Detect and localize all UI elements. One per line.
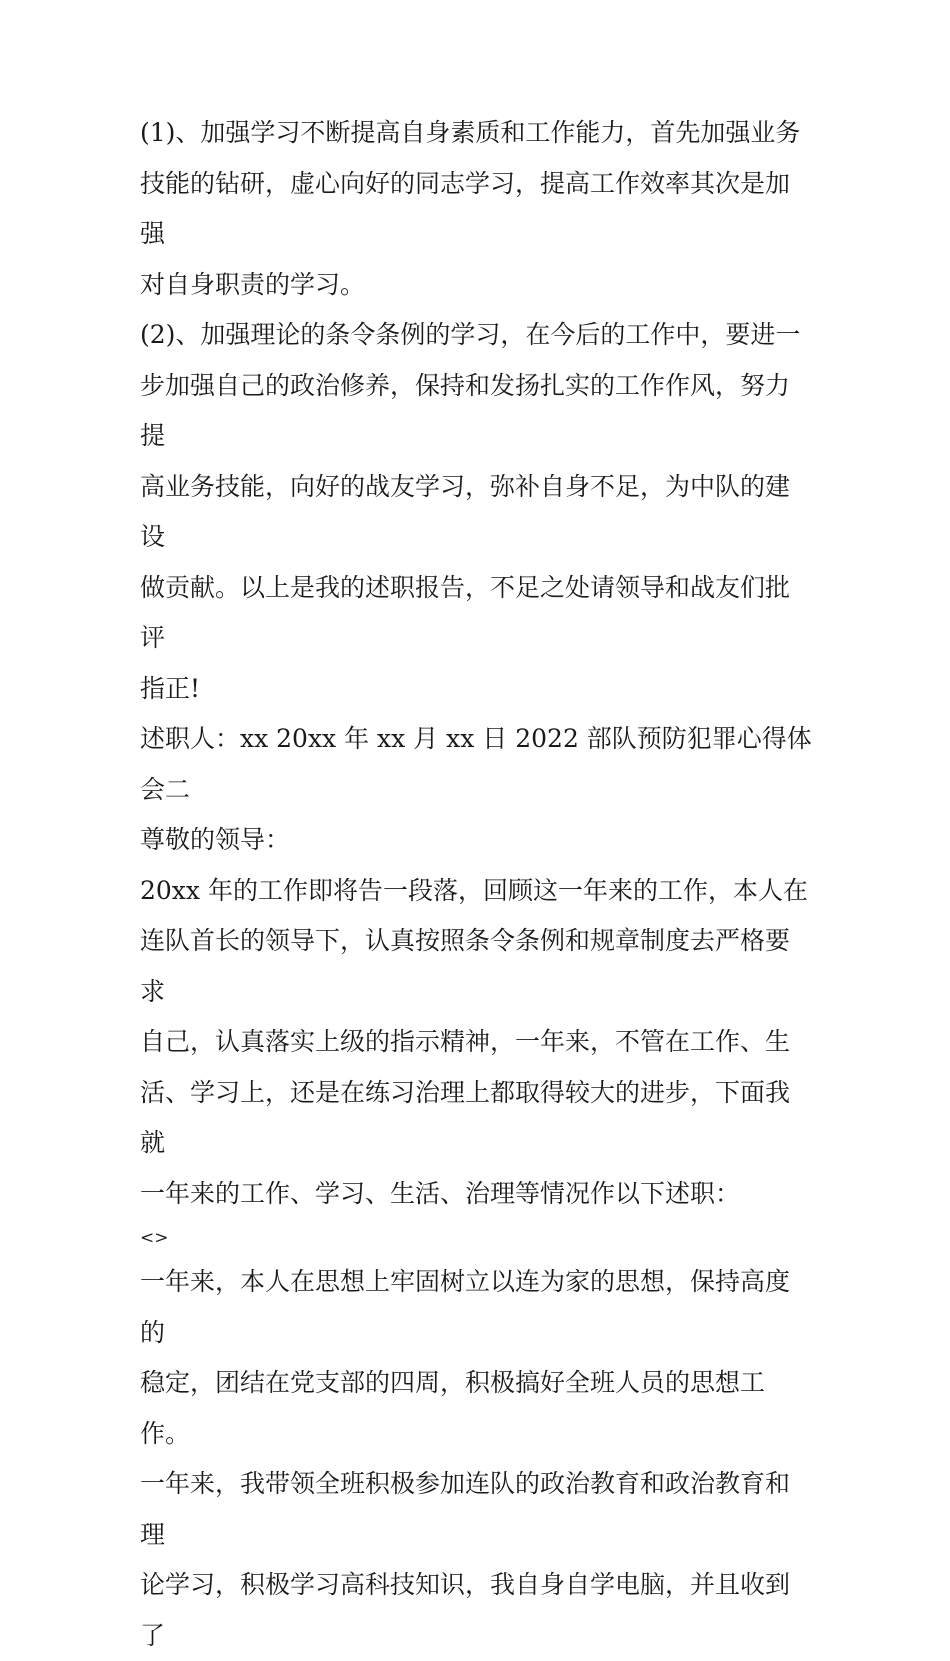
paragraph-signature: 述职人：xx 20xx 年 xx 月 xx 日 2022 部队预防犯罪心得体会二 尊敬的领导：	[140, 724, 812, 854]
paragraph-item-1: (1)、加强学习不断提高自身素质和工作能力，首先加强业务 技能的钻研，虚心向好的同志学习，提高工作效率其次是加强 对自身职责的学习。	[140, 118, 801, 299]
paragraph-placeholder: <>	[140, 1228, 169, 1248]
paragraph-thought: 一年来，本人在思想上牢固树立以连为家的思想，保持高度的 稳定，团结在党支部的四周，积极搞好全班人员的思想工作。 一年来，我带领全班积极参加连队的政治教育和政治教育和理 论学习，积极学习高科技知识，我自身自学电脑，并且收到了	[140, 1267, 791, 1650]
paragraph-intro: 20xx 年的工作即将告一段落，回顾这一年来的工作，本人在 连队首长的领导下，认真按照条令条例和规章制度去严格要求 自己，认真落实上级的指示精神，一年来，不管在工作、生 活、学习上，还是在练习治理上都取得较大的进步，下面我就 一年来的工作、学习、生活、治理等情况作以下述职：	[140, 875, 808, 1208]
document-body	[140, 108, 812, 1661]
paragraph-item-2: (2)、加强理论的条令条例的学习，在今后的工作中，要进一 步加强自己的政治修养，保持和发扬扎实的工作作风，努力提 高业务技能，向好的战友学习，弥补自身不足，为中队的建设 做贡献。以上是我的述职报告，不足之处请领导和战友们批评 指正!	[140, 320, 801, 703]
